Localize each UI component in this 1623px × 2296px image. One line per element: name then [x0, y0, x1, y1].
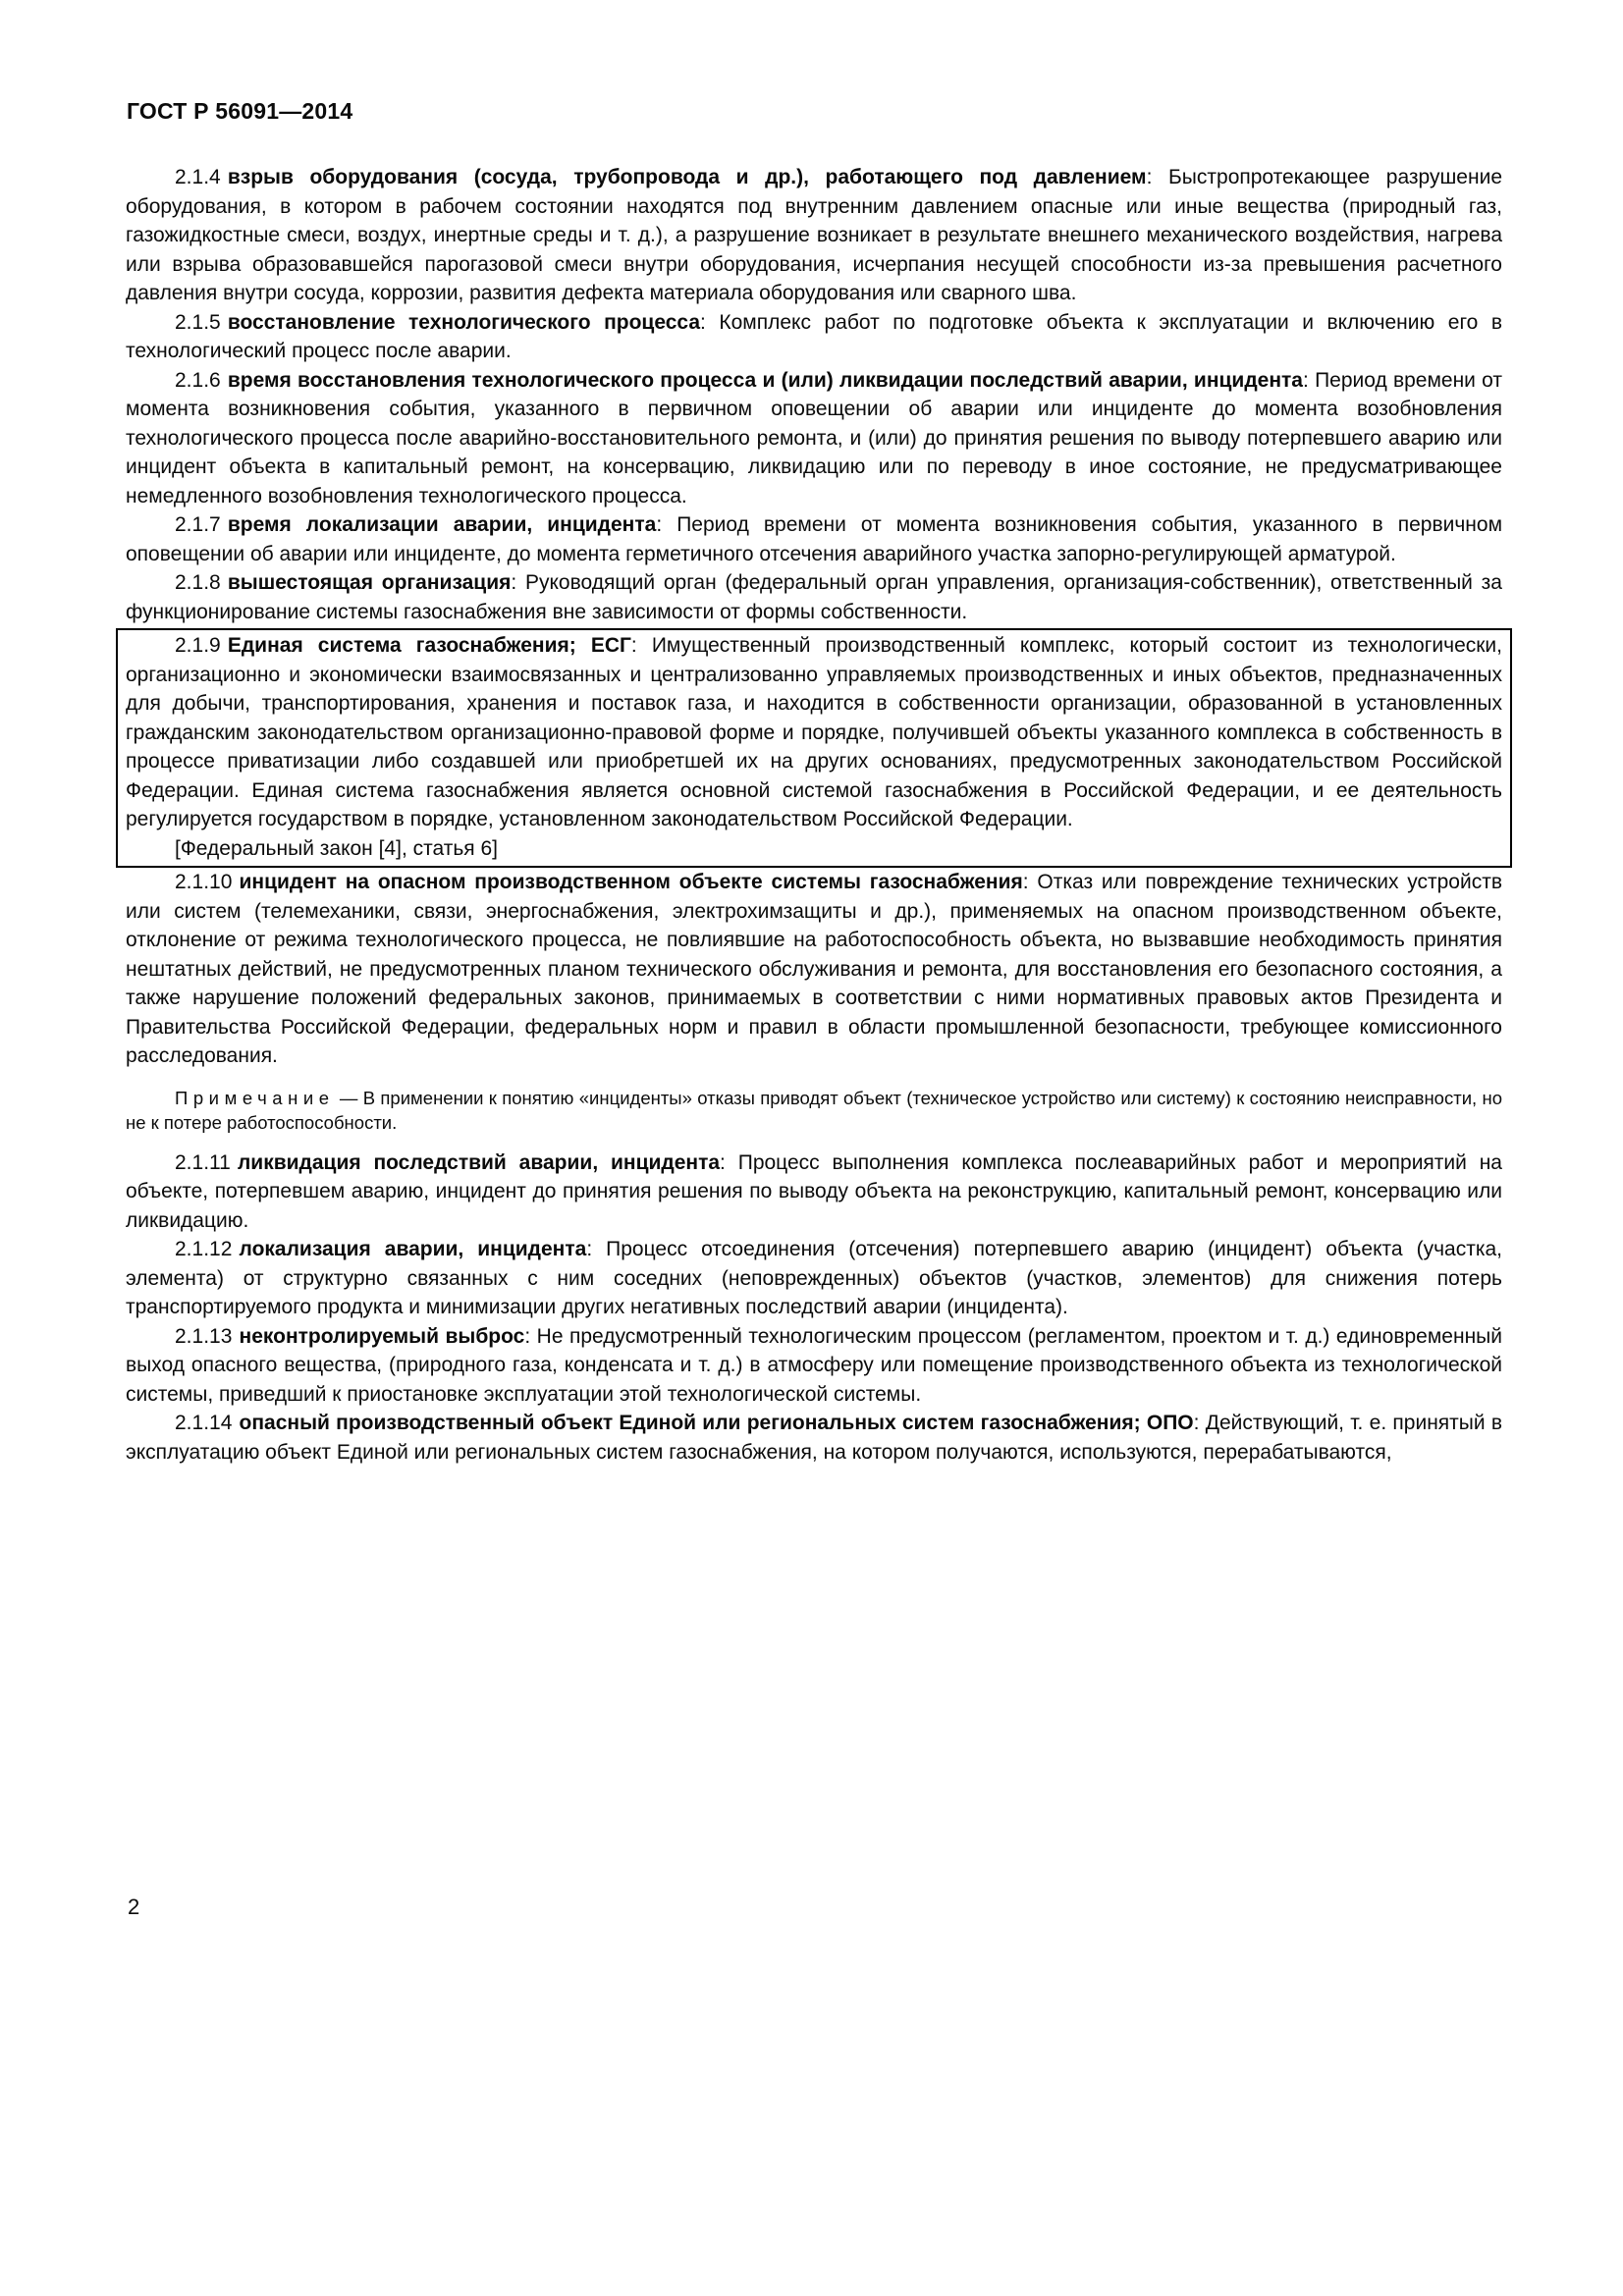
definition-text: Руководящий орган (федеральный орган управления, организация-собственник), ответственный за функционирование системы газоснабжения вне зависимости от формы собственности.	[126, 571, 1502, 623]
defined-term: время восстановления технологического процесса и (или) ликвидации последствий аварии, инцидента	[227, 368, 1303, 392]
note-paragraph	[126, 1086, 1502, 1136]
clause-number: 2.1.13	[175, 1324, 233, 1348]
page-number: 2	[128, 1895, 140, 1919]
definition-text: Не предусмотренный технологическим процессом (регламентом, проектом и т. д.) единовременный выход опасного вещества, (природного газа, конденсата и т. д.) в атмосферу или помещение производственного объекта из технологической системы, приведший к приостановке эксплуатации этой технологической системы.	[126, 1324, 1502, 1406]
document-content	[126, 163, 1502, 1467]
clause-number: 2.1.9	[175, 634, 221, 657]
clause-number: 2.1.14	[175, 1412, 233, 1435]
defined-term: инцидент на опасном производственном объекте системы газоснабжения	[239, 871, 1023, 893]
term-separator: :	[1146, 166, 1169, 188]
definition-paragraph	[126, 366, 1502, 511]
definition-paragraph	[126, 631, 1502, 834]
clause-number: 2.1.7	[175, 513, 221, 536]
definition-paragraph	[126, 163, 1502, 308]
clause-number: 2.1.10	[175, 871, 233, 893]
term-separator: :	[1022, 871, 1038, 893]
term-separator: :	[700, 310, 720, 334]
definition-text: Действующий, т. е. принятый в эксплуатацию объект Единой или региональных систем газоснабжения, на котором получаются, используются, перерабатываются,	[126, 1412, 1503, 1464]
clause-number: 2.1.8	[175, 571, 221, 594]
defined-term: опасный производственный объект Единой или региональных систем газоснабжения; ОПО	[239, 1412, 1194, 1435]
defined-term: Единая система газоснабжения; ЕСГ	[227, 634, 631, 657]
definition-paragraph	[126, 568, 1502, 626]
term-separator: :	[656, 513, 677, 536]
definition-text: Процесс отсоединения (отсечения) потерпевшего аварию (инцидент) объекта (участка, элемента) от структурно связанных с ним соседних (неповрежденных) объектов (участков, элементов) для снижения потерь транспортируемого продукта и минимизации других негативных последствий аварии (инцидента).	[126, 1238, 1502, 1319]
definition-text: Отказ или повреждение технических устройств или систем (телемеханики, связи, энергоснабжения, электрохимзащиты и др.), применяемых на опасном производственном объекте, отклонение от режима технологического процесса, не повлиявшие на работоспособность объекта, но вызвавшие необходимость принятия нештатных действий, не предусмотренных планом технического обслуживания и ремонта, для восстановления его безопасного состояния, а также нарушение положений федеральных законов, принимаемых в соответствии с ними нормативных правовых актов Президента и Правительства Российской Федерации, федеральных норм и правил в области промышленной безопасности, требующее комиссионного расследования.	[126, 871, 1502, 1067]
definition-paragraph	[126, 1148, 1502, 1236]
defined-term: время локализации аварии, инцидента	[227, 513, 657, 536]
definition-text: Комплекс работ по подготовке объекта к эксплуатации и включению его в технологический процесс после аварии.	[126, 310, 1503, 362]
law-source-reference: [Федеральный закон [4], статья 6]	[175, 836, 498, 860]
term-separator: :	[1302, 368, 1316, 392]
definition-text: Период времени от момента возникновения события, указанного в первичном оповещении об аварии или инциденте, до момента герметичного отсечения аварийного участка запорно-регулирующей арматурой.	[126, 513, 1503, 565]
definition-paragraph	[126, 1409, 1502, 1467]
defined-term: взрыв оборудования (сосуда, трубопровода и др.), работающего под давлением	[227, 166, 1147, 188]
definition-text: Быстропротекающее разрушение оборудования, в котором в рабочем состоянии находятся под внутренним давлением опасные или иные вещества (природный газ, газожидкостные смеси, воздух, инертные среды и т. д.), а разрушение возникает в результате внешнего механического воздействия, нагрева или взрыва образовавшейся парогазовой смеси внутри оборудования, исчерпания несущей способности из-за превышения расчетного давления внутри сосуда, коррозии, развития дефекта материала оборудования или сварного шва.	[126, 166, 1502, 304]
term-separator: :	[511, 571, 525, 594]
definition-paragraph	[126, 308, 1502, 366]
defined-term: локализация аварии, инцидента	[239, 1238, 587, 1261]
term-separator: :	[720, 1150, 738, 1174]
definition-text: Имущественный производственный комплекс, который состоит из технологически, организационно и экономически взаимосвязанных и централизованно управляемых производственных и иных объектов, предназначенных для добычи, транспортирования, хранения и поставок газа, и находится в собственности организации, образованной в установленных гражданским законодательством организационно-правовой форме и порядке, получившей объекты указанного комплекса в собственность в процессе приватизации либо создавшей или приобретшей их на других основаниях, предусмотренных законодательством Российской Федерации. Единая система газоснабжения является основной системой газоснабжения в Российской Федерации, и ее деятельность регулируется государством в порядке, установленном законодательством Российской Федерации.	[126, 634, 1502, 830]
definition-text: Период времени от момента возникновения события, указанного в первичном оповещении об аварии или инциденте до момента возобновления технологического процесса после аварийно-восстановительного ремонта, и (или) до принятия решения по выводу потерпевшего аварию или инцидент объекта в капитальный ремонт, на консервацию, ликвидацию или по переводу в иное состояние, не предусматривающее немедленного возобновления технологического процесса.	[126, 368, 1502, 507]
clause-number: 2.1.5	[175, 310, 221, 334]
clause-number: 2.1.6	[175, 368, 221, 392]
defined-term: вышестоящая организация	[227, 571, 512, 594]
term-separator: :	[1193, 1412, 1206, 1435]
term-separator: :	[524, 1324, 537, 1348]
definition-text: Процесс выполнения комплекса послеаварийных работ и мероприятий на объекте, потерпевшем аварию, инцидент до принятия решения по выводу объекта на реконструкцию, капитальный ремонт, консервацию или ликвидацию.	[126, 1150, 1502, 1232]
definition-paragraph	[126, 1235, 1502, 1322]
note-text: В применении к понятию «инциденты» отказы приводят объект (техническое устройство или систему) к состоянию неисправности, но не к потере работоспособности.	[126, 1087, 1502, 1134]
term-separator: :	[630, 634, 652, 657]
clause-number: 2.1.4	[175, 166, 221, 188]
defined-term: восстановление технологического процесса	[227, 310, 701, 334]
note-label: Примечание	[175, 1087, 335, 1108]
quoted-law-box	[116, 628, 1512, 868]
clause-number: 2.1.11	[175, 1150, 231, 1174]
defined-term: ликвидация последствий аварии, инцидента	[237, 1150, 721, 1174]
definition-paragraph	[126, 510, 1502, 568]
standard-designation: ГОСТ Р 56091—2014	[127, 98, 353, 124]
definition-paragraph	[126, 868, 1502, 1071]
definition-paragraph	[126, 1322, 1502, 1410]
defined-term: неконтролируемый выброс	[239, 1324, 525, 1348]
note-dash: —	[334, 1087, 363, 1108]
term-separator: :	[586, 1238, 607, 1261]
clause-number: 2.1.12	[175, 1238, 233, 1261]
